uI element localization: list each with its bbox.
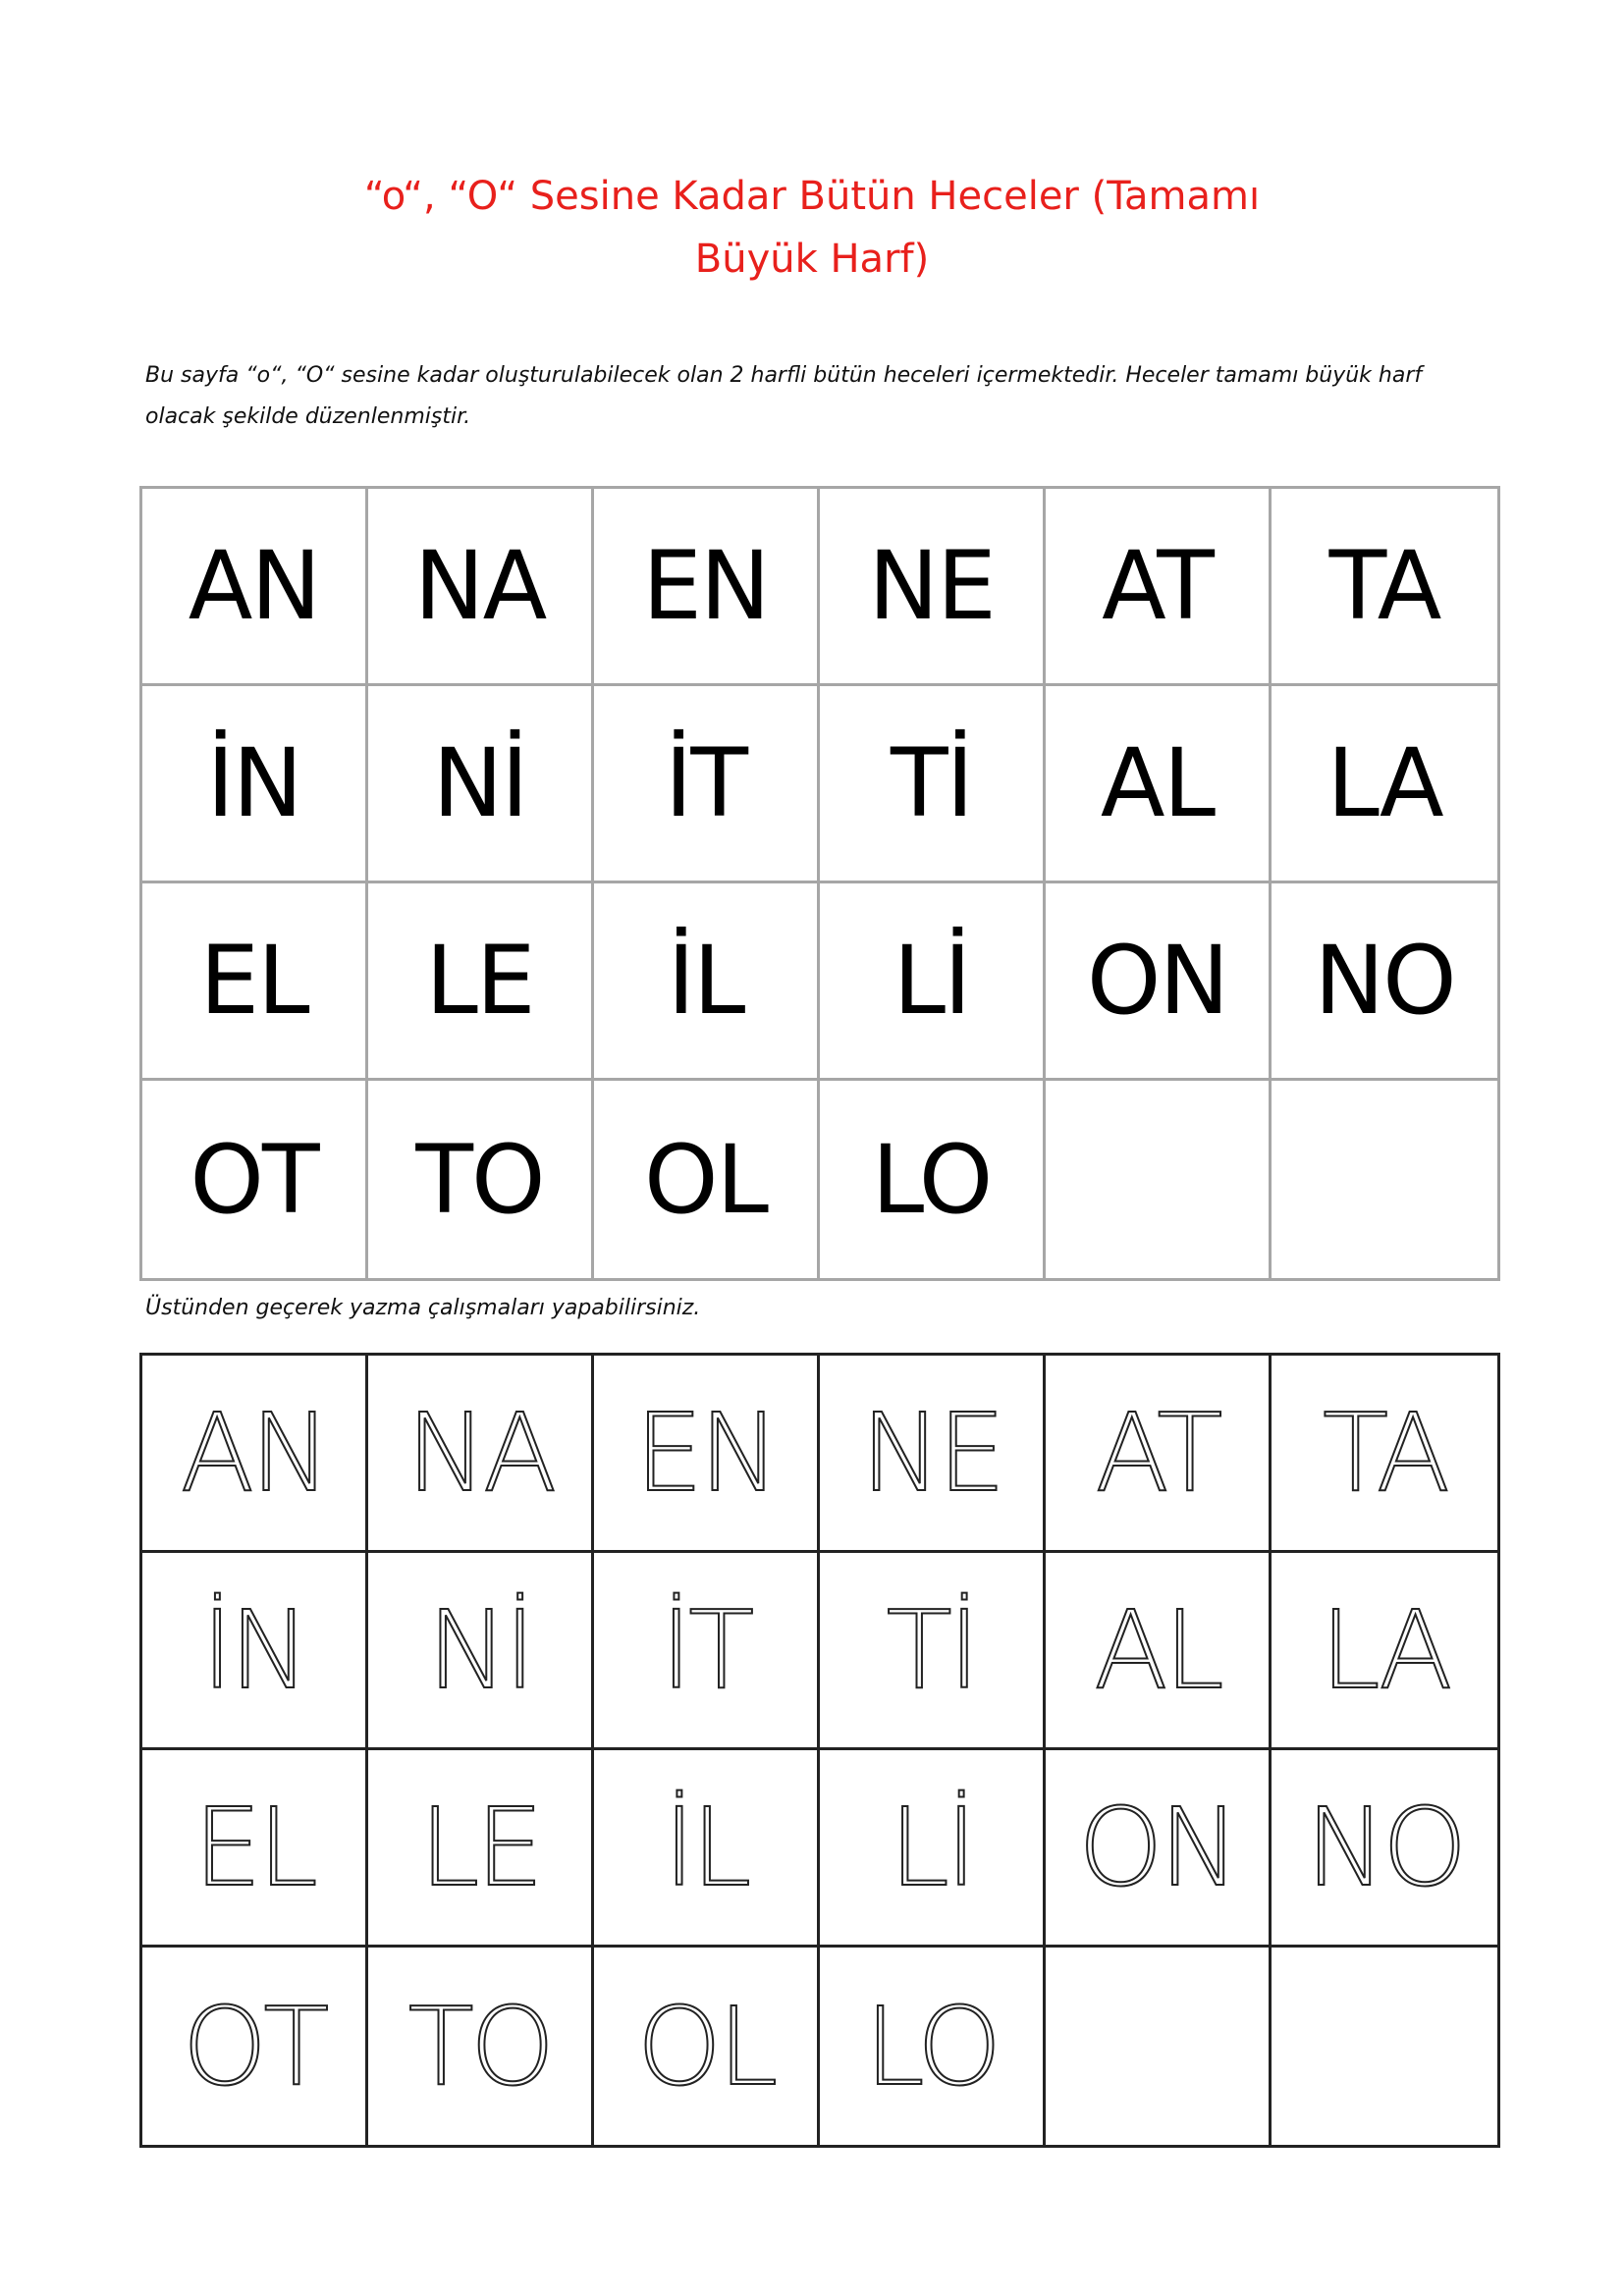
title-line-2: Büyük Harf) xyxy=(694,237,930,282)
trace-syllable-text: EL xyxy=(193,1785,314,1910)
syllable-text: NE xyxy=(868,531,995,641)
trace-syllable-text: AL xyxy=(1094,1587,1220,1713)
trace-syllable-cell xyxy=(368,1750,594,1948)
trace-syllable-cell xyxy=(368,1356,594,1553)
syllable-cell xyxy=(1046,686,1272,883)
intro-paragraph: Bu sayfa “o“, “O“ sesine kadar oluşturulabilecek olan 2 harfli bütün heceleri içermektedir. Heceler tamamı büyük harf olacak şekilde düzenlenmiştir. xyxy=(145,363,1423,429)
syllable-cell xyxy=(142,686,368,883)
syllable-text: AT xyxy=(1102,531,1213,641)
trace-syllable-text: LO xyxy=(864,1983,999,2109)
syllable-cell xyxy=(820,489,1046,686)
trace-syllable-text: İT xyxy=(660,1587,751,1713)
trace-syllable-cell xyxy=(142,1356,368,1553)
trace-syllable-cell xyxy=(594,1553,820,1750)
syllable-text: AN xyxy=(188,531,320,641)
trace-syllable-cell xyxy=(820,1356,1046,1553)
trace-syllable-text: TO xyxy=(407,1983,552,2109)
trace-syllable-text: ON xyxy=(1078,1785,1236,1910)
trace-syllable-text: OT xyxy=(182,1983,326,2109)
syllable-text: OL xyxy=(643,1124,768,1235)
syllable-cell xyxy=(1046,883,1272,1081)
trace-syllable-text: AT xyxy=(1095,1390,1219,1516)
syllable-cell xyxy=(1046,1081,1272,1278)
trace-syllable-cell xyxy=(1046,1553,1272,1750)
trace-syllable-cell xyxy=(1272,1356,1497,1553)
syllable-text: AL xyxy=(1100,728,1215,838)
trace-syllable-cell xyxy=(142,1553,368,1750)
syllable-text: TA xyxy=(1328,531,1440,641)
trace-syllable-cell xyxy=(1272,1750,1497,1948)
trace-syllable-text: İN xyxy=(201,1587,306,1713)
trace-syllable-cell xyxy=(1272,1553,1497,1750)
syllable-text: İL xyxy=(667,926,744,1036)
syllable-text: OT xyxy=(189,1124,318,1235)
trace-syllable-cell xyxy=(820,1948,1046,2145)
syllable-text: İN xyxy=(206,728,301,838)
tracing-grid xyxy=(139,1353,1500,2148)
syllable-cell xyxy=(820,883,1046,1081)
syllable-text: TO xyxy=(415,1124,544,1235)
syllable-cell xyxy=(142,883,368,1081)
syllable-cell xyxy=(142,1081,368,1278)
trace-syllable-text: Nİ xyxy=(427,1587,532,1713)
trace-syllable-cell xyxy=(594,1948,820,2145)
trace-syllable-cell xyxy=(1046,1356,1272,1553)
trace-syllable-text: AN xyxy=(180,1390,328,1516)
syllable-cell xyxy=(142,489,368,686)
trace-syllable-cell xyxy=(1272,1948,1497,2145)
trace-syllable-text: TA xyxy=(1323,1390,1446,1516)
syllable-cell xyxy=(820,1081,1046,1278)
syllable-cell xyxy=(368,489,594,686)
syllable-cell xyxy=(368,1081,594,1278)
syllable-cell xyxy=(1046,489,1272,686)
trace-syllable-text: LE xyxy=(419,1785,540,1910)
trace-syllable-cell xyxy=(820,1553,1046,1750)
page-title xyxy=(0,165,1624,291)
trace-syllable-cell xyxy=(368,1948,594,2145)
trace-syllable-text: Lİ xyxy=(889,1785,974,1910)
syllable-text: Nİ xyxy=(432,728,527,838)
syllable-grid xyxy=(139,486,1500,1281)
syllable-text: ON xyxy=(1086,926,1228,1036)
trace-syllable-text: EN xyxy=(634,1390,777,1516)
trace-syllable-text: Tİ xyxy=(886,1587,977,1713)
trace-syllable-text: LA xyxy=(1320,1587,1449,1713)
trace-syllable-text: NE xyxy=(860,1390,1002,1516)
trace-syllable-text: İL xyxy=(663,1785,748,1910)
syllable-cell xyxy=(368,883,594,1081)
syllable-cell xyxy=(1272,1081,1497,1278)
trace-syllable-cell xyxy=(1046,1948,1272,2145)
syllable-text: LO xyxy=(871,1124,992,1235)
syllable-text: NO xyxy=(1314,926,1455,1036)
syllable-text: EL xyxy=(199,926,308,1036)
syllable-cell xyxy=(594,883,820,1081)
trace-syllable-cell xyxy=(1046,1750,1272,1948)
syllable-cell xyxy=(594,1081,820,1278)
syllable-text: LE xyxy=(425,926,534,1036)
trace-syllable-cell xyxy=(142,1750,368,1948)
trace-syllable-cell xyxy=(142,1948,368,2145)
syllable-text: NA xyxy=(413,531,546,641)
syllable-cell xyxy=(594,686,820,883)
trace-syllable-cell xyxy=(368,1553,594,1750)
syllable-cell xyxy=(368,686,594,883)
syllable-cell xyxy=(820,686,1046,883)
syllable-text: Tİ xyxy=(891,728,972,838)
syllable-cell xyxy=(1272,489,1497,686)
trace-syllable-cell xyxy=(594,1750,820,1948)
trace-syllable-cell xyxy=(820,1750,1046,1948)
trace-instruction: Üstünden geçerek yazma çalışmaları yapabilirsiniz. xyxy=(145,1296,701,1320)
title-line-1: “o“, “O“ Sesine Kadar Bütün Heceler (Tamamı xyxy=(363,174,1261,219)
syllable-text: Lİ xyxy=(893,926,970,1036)
syllable-cell xyxy=(1272,883,1497,1081)
trace-syllable-text: OL xyxy=(636,1983,775,2109)
syllable-text: İT xyxy=(665,728,746,838)
syllable-text: EN xyxy=(642,531,769,641)
trace-syllable-cell xyxy=(594,1356,820,1553)
syllable-cell xyxy=(594,489,820,686)
trace-syllable-text: NA xyxy=(406,1390,554,1516)
syllable-text: LA xyxy=(1326,728,1442,838)
trace-syllable-text: NO xyxy=(1305,1785,1464,1910)
syllable-cell xyxy=(1272,686,1497,883)
